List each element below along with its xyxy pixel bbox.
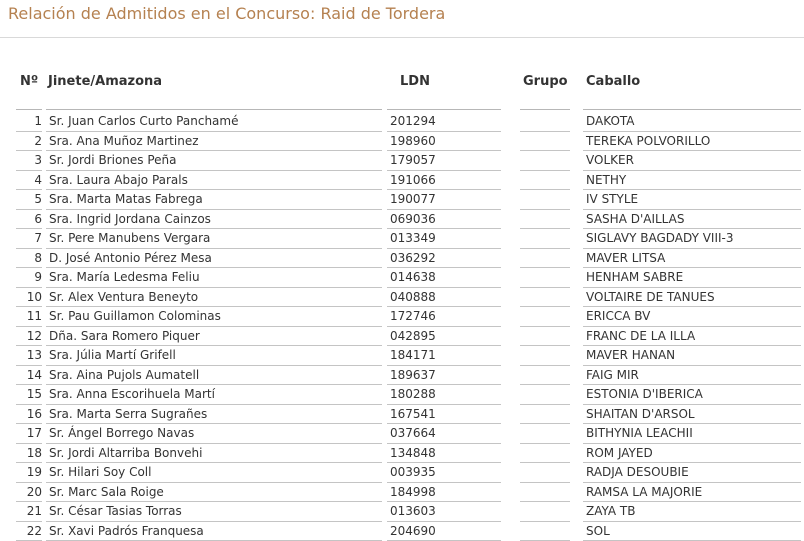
cell-ldn: 040888	[390, 289, 436, 305]
cell-ldn: 042895	[390, 328, 436, 344]
table-row	[0, 502, 804, 522]
header-caballo: Caballo	[586, 74, 640, 89]
cell-no: 18	[16, 445, 42, 461]
cell-caballo: ZAYA TB	[586, 503, 635, 519]
cell-caballo: SHAITAN D'ARSOL	[586, 406, 695, 422]
cell-no: 1	[16, 113, 42, 129]
header-underline	[16, 109, 42, 110]
cell-jinete: Sr. César Tasias Torras	[49, 503, 182, 519]
cell-jinete: Sra. Ingrid Jordana Cainzos	[49, 211, 211, 227]
cell-no: 8	[16, 250, 42, 266]
cell-caballo: RADJA DESOUBIE	[586, 464, 689, 480]
table-row	[0, 346, 804, 366]
table-row	[0, 385, 804, 405]
cell-no: 4	[16, 172, 42, 188]
cell-jinete: Sr. Ángel Borrego Navas	[49, 425, 194, 441]
cell-caballo: RAMSA LA MAJORIE	[586, 484, 702, 500]
cell-jinete: Sra. Anna Escorihuela Martí	[49, 386, 215, 402]
table-row	[0, 463, 804, 483]
cell-ldn: 179057	[390, 152, 436, 168]
cell-jinete: Sra. Júlia Martí Grifell	[49, 347, 176, 363]
cell-no: 22	[16, 523, 42, 539]
cell-ldn: 013603	[390, 503, 436, 519]
table-row	[0, 366, 804, 386]
cell-caballo: VOLTAIRE DE TANUES	[586, 289, 715, 305]
cell-caballo: SOL	[586, 523, 610, 539]
header-underline	[583, 109, 801, 110]
cell-no: 9	[16, 269, 42, 285]
cell-no: 7	[16, 230, 42, 246]
cell-jinete: Sr. Juan Carlos Curto Panchamé	[49, 113, 238, 129]
cell-ldn: 013349	[390, 230, 436, 246]
cell-jinete: Sr. Jordi Altarriba Bonvehi	[49, 445, 202, 461]
cell-jinete: Sr. Jordi Briones Peña	[49, 152, 177, 168]
cell-ldn: 180288	[390, 386, 436, 402]
cell-jinete: Sra. Ana Muñoz Martinez	[49, 133, 199, 149]
cell-ldn: 190077	[390, 191, 436, 207]
cell-ldn: 198960	[390, 133, 436, 149]
cell-no: 20	[16, 484, 42, 500]
cell-no: 2	[16, 133, 42, 149]
header-underline	[387, 109, 501, 110]
admitted-table-body	[0, 112, 804, 541]
table-row	[0, 112, 804, 132]
table-row	[0, 483, 804, 503]
cell-ldn: 189637	[390, 367, 436, 383]
cell-jinete: Sr. Hilari Soy Coll	[49, 464, 151, 480]
cell-caballo: FRANC DE LA ILLA	[586, 328, 695, 344]
table-row	[0, 229, 804, 249]
cell-jinete: Sra. Marta Serra Sugrañes	[49, 406, 207, 422]
cell-caballo: NETHY	[586, 172, 626, 188]
cell-caballo: IV STYLE	[586, 191, 638, 207]
cell-caballo: ESTONIA D'IBERICA	[586, 386, 703, 402]
table-row	[0, 151, 804, 171]
table-row	[0, 210, 804, 230]
cell-jinete: Sra. Aina Pujols Aumatell	[49, 367, 199, 383]
header-jinete: Jinete/Amazona	[48, 74, 162, 89]
cell-ldn: 201294	[390, 113, 436, 129]
cell-jinete: Sr. Pau Guillamon Colominas	[49, 308, 221, 324]
cell-caballo: TEREKA POLVORILLO	[586, 133, 710, 149]
cell-jinete: D. José Antonio Pérez Mesa	[49, 250, 212, 266]
cell-no: 13	[16, 347, 42, 363]
table-row	[0, 268, 804, 288]
cell-ldn: 204690	[390, 523, 436, 539]
page-title: Relación de Admitidos en el Concurso: Raid de Tordera	[8, 4, 445, 23]
cell-no: 19	[16, 464, 42, 480]
table-row	[0, 288, 804, 308]
cell-caballo: ROM JAYED	[586, 445, 653, 461]
table-row	[0, 132, 804, 152]
cell-caballo: FAIG MIR	[586, 367, 639, 383]
cell-caballo: ERICCA BV	[586, 308, 650, 324]
table-row	[0, 307, 804, 327]
title-divider	[0, 37, 804, 38]
cell-caballo: BITHYNIA LEACHII	[586, 425, 693, 441]
cell-ldn: 172746	[390, 308, 436, 324]
cell-caballo: HENHAM SABRE	[586, 269, 683, 285]
cell-no: 21	[16, 503, 42, 519]
table-row	[0, 424, 804, 444]
header-underline	[46, 109, 382, 110]
cell-no: 5	[16, 191, 42, 207]
header-ldn: LDN	[400, 74, 430, 89]
cell-ldn: 184171	[390, 347, 436, 363]
cell-no: 6	[16, 211, 42, 227]
cell-ldn: 134848	[390, 445, 436, 461]
cell-jinete: Sr. Marc Sala Roige	[49, 484, 164, 500]
table-row	[0, 171, 804, 191]
table-row	[0, 444, 804, 464]
cell-no: 10	[16, 289, 42, 305]
cell-ldn: 036292	[390, 250, 436, 266]
cell-no: 17	[16, 425, 42, 441]
cell-no: 16	[16, 406, 42, 422]
header-no: Nº	[20, 74, 38, 89]
cell-jinete: Sra. Marta Matas Fabrega	[49, 191, 203, 207]
cell-caballo: SASHA D'AILLAS	[586, 211, 684, 227]
cell-no: 14	[16, 367, 42, 383]
cell-ldn: 014638	[390, 269, 436, 285]
header-grupo: Grupo	[523, 74, 568, 89]
cell-caballo: VOLKER	[586, 152, 634, 168]
cell-jinete: Dña. Sara Romero Piquer	[49, 328, 200, 344]
cell-jinete: Sra. Laura Abajo Parals	[49, 172, 188, 188]
cell-no: 3	[16, 152, 42, 168]
cell-caballo: SIGLAVY BAGDADY VIII-3	[586, 230, 734, 246]
cell-caballo: MAVER HANAN	[586, 347, 675, 363]
cell-ldn: 167541	[390, 406, 436, 422]
cell-no: 15	[16, 386, 42, 402]
table-row	[0, 190, 804, 210]
cell-ldn: 191066	[390, 172, 436, 188]
cell-no: 12	[16, 328, 42, 344]
cell-ldn: 069036	[390, 211, 436, 227]
cell-caballo: DAKOTA	[586, 113, 635, 129]
header-underline	[520, 109, 570, 110]
cell-jinete: Sr. Alex Ventura Beneyto	[49, 289, 198, 305]
cell-jinete: Sr. Pere Manubens Vergara	[49, 230, 210, 246]
table-row	[0, 522, 804, 541]
cell-jinete: Sra. María Ledesma Feliu	[49, 269, 200, 285]
cell-caballo: MAVER LITSA	[586, 250, 665, 266]
cell-ldn: 003935	[390, 464, 436, 480]
table-row	[0, 249, 804, 269]
cell-ldn: 037664	[390, 425, 436, 441]
cell-no: 11	[16, 308, 42, 324]
table-row	[0, 405, 804, 425]
cell-ldn: 184998	[390, 484, 436, 500]
table-row	[0, 327, 804, 347]
cell-jinete: Sr. Xavi Padrós Franquesa	[49, 523, 204, 539]
